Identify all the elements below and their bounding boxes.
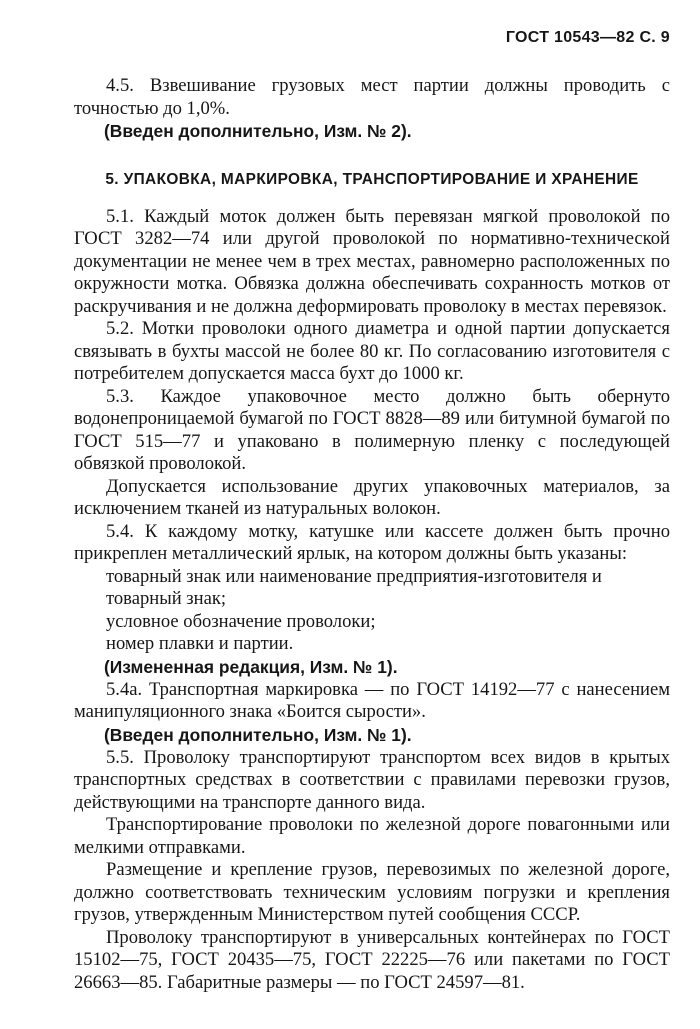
paragraph-5-3: 5.3. Каждое упаковочное место должно быть обернуто водонепроницаемой бумагой по ГОСТ 8828—89 или битумной бумагой по ГОСТ 515—77 и упаковано в полимерную пленку с последующей обвязкой проволокой.	[74, 385, 670, 474]
paragraph-5-5-c: Размещение и крепление грузов, перевозимых по железной дороге, должно соответствовать техническим условиям погрузки и крепления грузов, утвержденным Министерством путей сообщения СССР.	[74, 859, 670, 925]
list-item: условное обозначение проволоки;	[106, 610, 376, 632]
amendment-note-4-5: (Введен дополнительно, Изм. № 2).	[104, 121, 412, 141]
paragraph-5-4a: 5.4а. Транспортная маркировка — по ГОСТ 14192—77 с нанесением манипуляционного знака «Боится сырости».	[74, 678, 670, 722]
paragraph-5-1: 5.1. Каждый моток должен быть перевязан мягкой проволокой по ГОСТ 3282—74 или другой проволокой по нормативно-технической документации не менее чем в трех местах, равномерно расположенных по окружности мотка. Обвязка должна обеспечивать сохранность мотков от раскручивания и не должна деформировать проволоку в местах перевязок.	[74, 205, 670, 317]
amendment-note-5-4a: (Введен дополнительно, Изм. № 1).	[104, 724, 412, 745]
page-header: ГОСТ 10543—82 С. 9	[505, 29, 670, 46]
paragraph-5-3-continued: Допускается использование других упаковочных материалов, за исключением тканей из натуральных волокон.	[74, 475, 670, 519]
paragraph-5-5: 5.5. Проволоку транспортируют транспортом всех видов в крытых транспортных средствах в соответствии с правилами перевозки грузов, действующими на транспорте данного вида.	[74, 746, 670, 813]
amendment-note-5-4: (Измененная редакция, Изм. № 1).	[104, 656, 398, 677]
paragraph-5-5-d: Проволоку транспортируют в универсальных контейнерах по ГОСТ 15102—75, ГОСТ 20435—75, ГОСТ 22225—76 или пакетами по ГОСТ 26663—85. Габаритные размеры — по ГОСТ 24597—81.	[74, 926, 670, 993]
paragraph-4-5: 4.5. Взвешивание грузовых мест партии должны проводить с точностью до 1,0%.	[74, 75, 670, 119]
document-body	[74, 75, 670, 994]
list-item: номер плавки и партии.	[106, 633, 294, 654]
section-5-title: 5. УПАКОВКА, МАРКИРОВКА, ТРАНСПОРТИРОВАНИЕ И ХРАНЕНИЕ	[105, 171, 639, 188]
paragraph-5-2: 5.2. Мотки проволоки одного диаметра и одной партии допускается связывать в бухты массой не более 80 кг. По согласованию изготовителя с потребителем допускается масса бухт до 1000 кг.	[74, 318, 670, 384]
paragraph-5-5-b: Транспортирование проволоки по железной дороге повагонными или мелкими отправками.	[74, 814, 670, 858]
list-item: товарный знак или наименование предприятия-изготовителя и товарный знак;	[106, 565, 602, 609]
paragraph-5-4: 5.4. К каждому мотку, катушке или кассете должен быть прочно прикреплен металлический ярлык, на котором должны быть указаны:	[74, 520, 670, 564]
